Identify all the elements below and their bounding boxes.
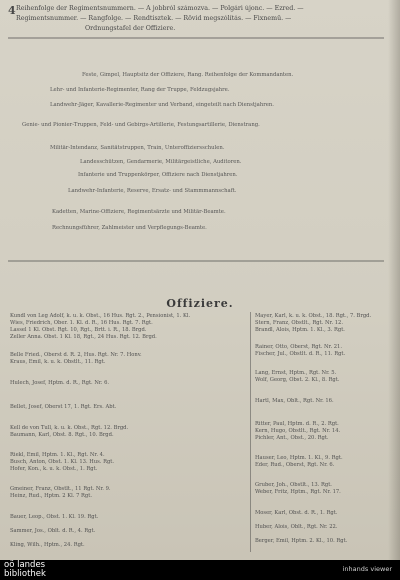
column-line: Kell de von Tull, k. u. k. Obst., Rgt. 12. Brgd. bbox=[10, 425, 129, 431]
list-item: Infanterie und Truppenkörper, Offiziere nach Dienstjahren. bbox=[78, 172, 238, 178]
column-line: Fischer, Jul., Obstlt. d. R., 11. Rgt. bbox=[255, 351, 346, 357]
column-line: Belle Fried., Oberst d. R. 2, Hus. Rgt. Nr. 7. Honv. bbox=[10, 352, 142, 358]
column-line: Brandl, Alois, Hptm. 1. Kl., 3. Rgt. bbox=[255, 327, 345, 333]
header-line-2: Regimentsnummer. — Rangfolge. — Rendtisztek. — Rövid megszólítás. — Fixnemű. — bbox=[16, 15, 292, 22]
column-line: Sammer, Jos., Oblt. d. R., 4. Rgt. bbox=[10, 528, 96, 534]
column-line: Wolf, Georg, Obst. 2. Kl., 8. Rgt. bbox=[255, 377, 340, 383]
column-line: Lassel 1 Kl. Obst. Rgt. 10, Rgt., Brtt. i. R., 18. Brgd. bbox=[10, 327, 147, 333]
column-line: Hartl, Max, Oblt., Rgt. Nr. 16. bbox=[255, 398, 334, 404]
column-line: Kundl von Leg Adolf, k. u. k. Obst., 16 Hus. Rgt. 2., Pensionist, 1. Kl. bbox=[10, 313, 191, 319]
viewer-link[interactable]: inhands viewer bbox=[342, 565, 392, 573]
column-line: Lang, Ernst, Hptm., Rgt. Nr. 5. bbox=[255, 370, 337, 376]
header-line-3: Ordnungstafel der Offiziere. bbox=[85, 25, 176, 32]
column-line: Hulech, Josef, Hptm. d. R., Rgt. Nr. 6. bbox=[10, 380, 110, 386]
logo-line-2: bibliothek bbox=[4, 569, 46, 579]
column-line: Bellet, Josef, Oberst 17, 1. Rgt. Ers. Abt. bbox=[10, 404, 117, 410]
list-item: Militär-Intendanz, Sanitätstruppen, Train, Unteroffiziersschulen. bbox=[50, 145, 225, 151]
column-line: Gmeiner, Franz, Obstlt., 11 Rgt. Nr. 9. bbox=[10, 486, 111, 492]
column-line: Huber, Alois, Oblt., Rgt. Nr. 22. bbox=[255, 524, 338, 530]
header-line-1: Reihenfolge der Regimentsnummern. — A jobbról számozva. — Polgári újonc. — Ezred. — bbox=[16, 5, 304, 12]
list-item: Kadetten, Marine-Offiziere, Regimentsärzte und Militär-Beamte. bbox=[52, 209, 226, 215]
column-line: Berger, Emil, Hptm. 2. Kl., 10. Rgt. bbox=[255, 538, 348, 544]
column-line: Riekl, Emil, Hptm. 1. Kl., Rgt. Nr. 4. bbox=[10, 452, 105, 458]
column-line: Heinz, Rud., Hptm. 2 Kl. 7 Rgt. bbox=[10, 493, 92, 499]
column-line: Mayer, Karl, k. u. k. Obst., 18. Rgt., 7. Brgd. bbox=[255, 313, 372, 319]
column-line: Hofer, Kon., k. u. k. Obst., 1. Rgt. bbox=[10, 466, 98, 472]
column-line: Ritter, Paul, Hptm. d. R., 2. Rgt. bbox=[255, 421, 339, 427]
column-line: Baumann, Karl, Obst. 8. Rgt., 10. Brgd. bbox=[10, 432, 114, 438]
column-divider bbox=[250, 312, 251, 552]
column-line: Zeller Anna. Obst. 1 Kl. 18, Rgt., 24 Hus. Rgt. 12. Brgd. bbox=[10, 334, 157, 340]
rule-line bbox=[8, 37, 384, 39]
list-item: Feste, Gimpel, Hauptsitz der Offiziere, Rang. Reihenfolge der Kommandanten. bbox=[82, 72, 294, 78]
page-edge-shadow bbox=[388, 0, 400, 560]
list-item: Genie- und Pionier-Truppen, Feld- und Gebirgs-Artillerie, Festungsartillerie, Dienstrang. bbox=[22, 122, 260, 128]
rule-line bbox=[8, 260, 384, 262]
logo-line-1: oö landes bbox=[4, 560, 46, 570]
column-line: Gruber, Joh., Obstlt., 13. Rgt. bbox=[255, 482, 332, 488]
section-heading: Offiziere. bbox=[166, 297, 234, 310]
page-number: 4 bbox=[8, 4, 16, 17]
library-logo[interactable] bbox=[4, 561, 74, 579]
column-line: Moser, Karl, Obst. d. R., 1. Rgt. bbox=[255, 510, 338, 516]
column-line: Pichler, Ant., Obst., 20. Rgt. bbox=[255, 435, 329, 441]
column-line: Kraus, Emil, k. u. k. Obstlt., 11. Rgt. bbox=[10, 359, 106, 365]
column-line: Kling, Wilh., Hptm., 24. Rgt. bbox=[10, 542, 85, 548]
list-item: Landwehr-Infanterie, Reserve, Ersatz- und Stammmannschaft. bbox=[68, 188, 237, 194]
list-item: Landwehr-Jäger, Kavallerie-Regimenter und Verband, eingeteilt nach Dienstjahren. bbox=[50, 102, 274, 108]
list-item: Lehr- und Infanterie-Regimenter, Rang der Truppe, Feldzugsjahre. bbox=[50, 87, 230, 93]
column-line: Busch, Anton, Obst. 1. Kl. 13. Hus. Rgt. bbox=[10, 459, 115, 465]
column-line: Bauer, Leop., Obst. 1. Kl. 19. Rgt. bbox=[10, 514, 99, 520]
column-line: Kern, Hugo, Obstlt., Rgt. Nr. 14. bbox=[255, 428, 341, 434]
column-line: Wies, Friedrich, Ober. 1. Kl. d. R., 16 Hus. Rgt. 7. Rgt. bbox=[10, 320, 153, 326]
column-line: Stern, Franz, Obstlt., Rgt. Nr. 12. bbox=[255, 320, 343, 326]
list-item: Rechnungsführer, Zahlmeister und Verpflegungs-Beamte. bbox=[52, 225, 207, 231]
column-line: Rainer, Otto, Oberst, Rgt. Nr. 21. bbox=[255, 344, 343, 350]
column-line: Eder, Rud., Oberst, Rgt. Nr. 6. bbox=[255, 462, 335, 468]
list-item: Landesschützen, Gendarmerie, Militärgeistliche, Auditoren. bbox=[80, 159, 242, 165]
column-line: Weber, Fritz, Hptm., Rgt. Nr. 17. bbox=[255, 489, 341, 495]
column-line: Hauser, Leo, Hptm. 1. Kl., 9. Rgt. bbox=[255, 455, 343, 461]
